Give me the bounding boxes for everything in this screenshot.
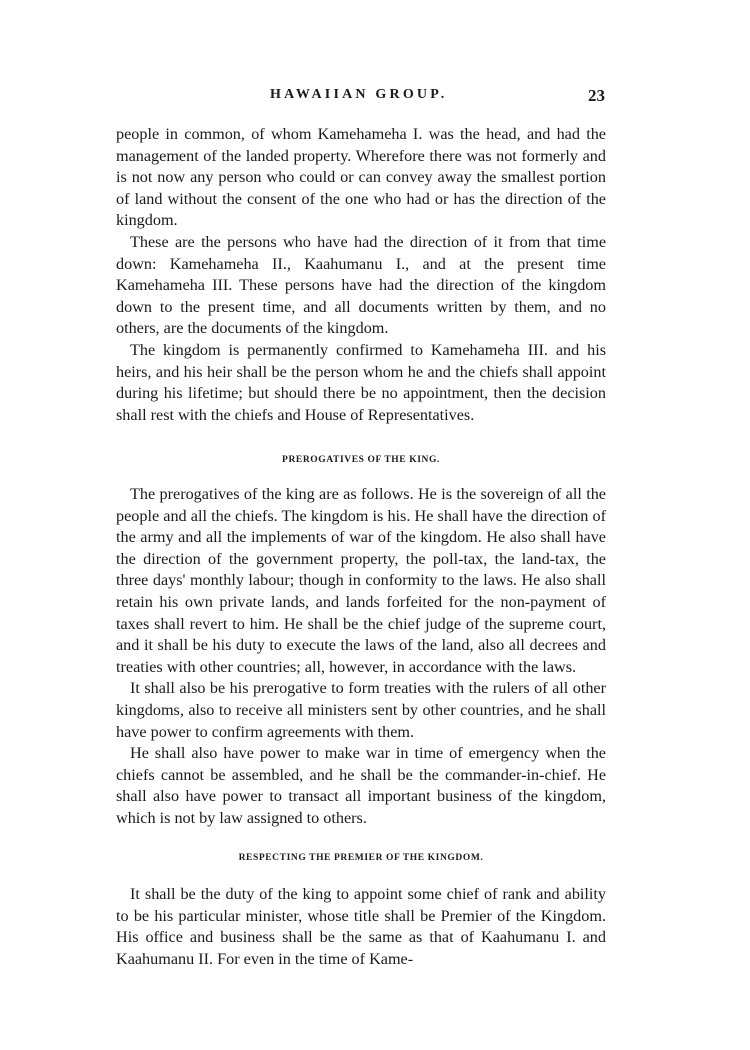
paragraph: The kingdom is permanently confirmed to Kamehameha III. and his heirs, and his heir shall be the person whom he and the chiefs shall appoint during his lifetime; but should there be no appointment, then the decision shall rest with the chiefs and House of Representatives. (116, 340, 606, 424)
section-heading-prerogatives: PREROGATIVES OF THE KING. (282, 455, 440, 465)
section-heading-premier: RESPECTING THE PREMIER OF THE KINGDOM. (238, 853, 484, 863)
text-block-continuation (116, 124, 606, 426)
paragraph: people in common, of whom Kamehameha I. was the head, and had the management of the landed property. Wherefore there was not formerly and is not now any person who could or can convey away the smallest portion of land without the consent of the one who had or has the direction of the kingdom. (116, 125, 606, 230)
paragraph: He shall also have power to make war in time of emergency when the chiefs cannot be assembled, and he shall be the commander-in-chief. He shall also have power to transact all important business of the kingdom, which is not by law assigned to others. (116, 744, 606, 827)
page-number: 23 (588, 86, 605, 105)
paragraph: These are the persons who have had the direction of it from that time down: Kamehameha II., Kaahumanu I., and at the present time Kamehameha III. These persons have had the direction of the kingdom down to the present time, and all documents written by them, and no others, are the documents of the kingdom. (116, 232, 606, 338)
paragraph: It shall be the duty of the king to appoint some chief of rank and ability to be his particular minister, whose title shall be Premier of the Kingdom. His office and business shall be the same as that of Kaahumanu I. and Kaahumanu II. For even in the time of Kame- (116, 885, 606, 968)
running-title: HAWAIIAN GROUP. (270, 87, 448, 102)
paragraph: The prerogatives of the king are as follows. He is the sovereign of all the people and all the chiefs. The kingdom is his. He shall have the direction of the army and all the implements of war of the kingdom. He also shall have the direction of the government property, the poll-tax, the land-tax, the three days' monthly labour; though in conformity to the laws. He also shall retain his own private lands, and lands forfeited for the non-payment of taxes shall revert to him. He shall be the chief judge of the supreme court, and it shall be his duty to execute the laws of the land, also all decrees and treaties with other countries; all, however, in accordance with the laws. (116, 485, 606, 676)
text-block-prerogatives (116, 484, 606, 830)
text-block-premier (116, 884, 606, 970)
paragraph: It shall also be his prerogative to form treaties with the rulers of all other kingdoms, also to receive all ministers sent by other countries, and he shall have power to confirm agreements with them. (116, 679, 606, 741)
running-head (0, 87, 750, 111)
